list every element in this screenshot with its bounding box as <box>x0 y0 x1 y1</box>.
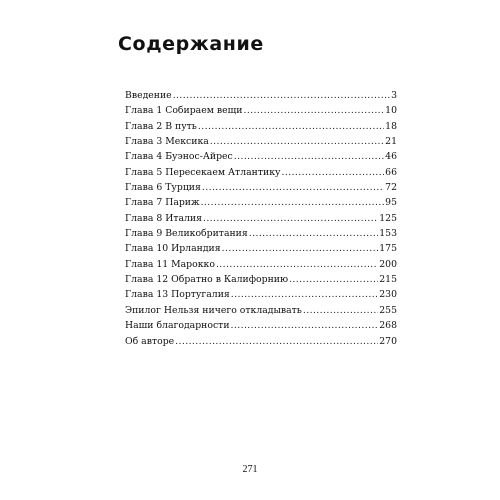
toc-entry-page: 268 <box>379 320 397 332</box>
toc-dot-leader <box>198 119 384 134</box>
toc-entry-page: 46 <box>385 151 397 163</box>
toc-entry-title: Глава 8 Италия <box>125 212 202 224</box>
toc-dot-leader <box>210 134 384 149</box>
toc-entry[interactable] <box>125 195 397 210</box>
toc-dot-leader <box>222 241 379 256</box>
toc-entry-page: 18 <box>385 120 397 132</box>
page-number: 271 <box>242 464 258 475</box>
toc-entry-page: 21 <box>385 136 397 148</box>
toc-entry-title: Наши благодарности <box>125 320 230 332</box>
toc-entry[interactable] <box>125 257 397 272</box>
toc-entry-title: Об авторе <box>125 335 175 347</box>
toc-entry[interactable] <box>125 180 397 195</box>
toc-entry-page: 215 <box>379 274 397 286</box>
toc-entry-page: 66 <box>385 166 397 178</box>
toc-entry-page: 95 <box>385 197 397 209</box>
toc-entry-title: Глава 12 Обратно в Калифорнию <box>125 274 289 286</box>
toc-dot-leader <box>303 303 378 318</box>
toc-entry[interactable] <box>125 287 397 302</box>
toc-dot-leader <box>202 180 384 195</box>
toc-entry-page: 153 <box>379 228 397 240</box>
toc-dot-leader <box>234 149 384 164</box>
toc-entry[interactable] <box>125 318 397 333</box>
toc-entry[interactable] <box>125 119 397 134</box>
toc-entry-title: Глава 5 Пересекаем Атлантику <box>125 166 281 178</box>
toc-dot-leader <box>216 257 378 272</box>
toc-entry[interactable] <box>125 103 397 118</box>
toc-entry-title: Эпилог Нельзя ничего откладывать <box>125 304 302 316</box>
toc-dot-leader <box>173 88 390 103</box>
toc-entry-title: Глава 4 Буэнос-Айрес <box>125 151 233 163</box>
toc-dot-leader <box>289 272 378 287</box>
toc-entry[interactable] <box>125 165 397 180</box>
toc-entry-page: 175 <box>379 243 397 255</box>
toc-dot-leader <box>175 334 378 349</box>
toc-entry-title: Глава 2 В путь <box>125 120 197 132</box>
toc-entry-title: Глава 13 Португалия <box>125 289 230 301</box>
toc-entry-title: Глава 9 Великобритания <box>125 228 248 240</box>
toc-entry[interactable] <box>125 88 397 103</box>
toc-dot-leader <box>243 103 384 118</box>
toc-entry-page: 72 <box>385 182 397 194</box>
toc-entry[interactable] <box>125 226 397 241</box>
toc-entry-page: 200 <box>379 258 397 270</box>
toc-entry[interactable] <box>125 211 397 226</box>
toc-entry[interactable] <box>125 241 397 256</box>
toc-entry-title: Глава 3 Мексика <box>125 136 209 148</box>
page-title: Содержание <box>118 33 264 55</box>
toc-entry-title: Глава 6 Турция <box>125 182 201 194</box>
toc-entry-title: Введение <box>125 90 172 101</box>
toc-dot-leader <box>201 195 385 210</box>
toc-entry-page: 10 <box>385 105 397 117</box>
toc-entry[interactable] <box>125 272 397 287</box>
table-of-contents <box>125 88 397 349</box>
toc-entry[interactable] <box>125 134 397 149</box>
toc-entry[interactable] <box>125 303 397 318</box>
toc-dot-leader <box>231 287 378 302</box>
toc-entry-title: Глава 10 Ирландия <box>125 243 221 255</box>
toc-entry-title: Глава 7 Париж <box>125 197 200 209</box>
toc-entry-title: Глава 11 Марокко <box>125 258 215 270</box>
toc-dot-leader <box>281 165 384 180</box>
toc-entry[interactable] <box>125 334 397 349</box>
toc-dot-leader <box>203 211 378 226</box>
toc-dot-leader <box>231 318 379 333</box>
toc-entry-page: 230 <box>379 289 397 301</box>
toc-entry-page: 125 <box>379 212 397 224</box>
toc-dot-leader <box>249 226 379 241</box>
toc-entry-page: 255 <box>379 304 397 316</box>
toc-entry-page: 270 <box>379 335 397 347</box>
toc-entry-page: 3 <box>391 90 397 101</box>
toc-entry-title: Глава 1 Собираем вещи <box>125 105 243 117</box>
toc-entry[interactable] <box>125 149 397 164</box>
